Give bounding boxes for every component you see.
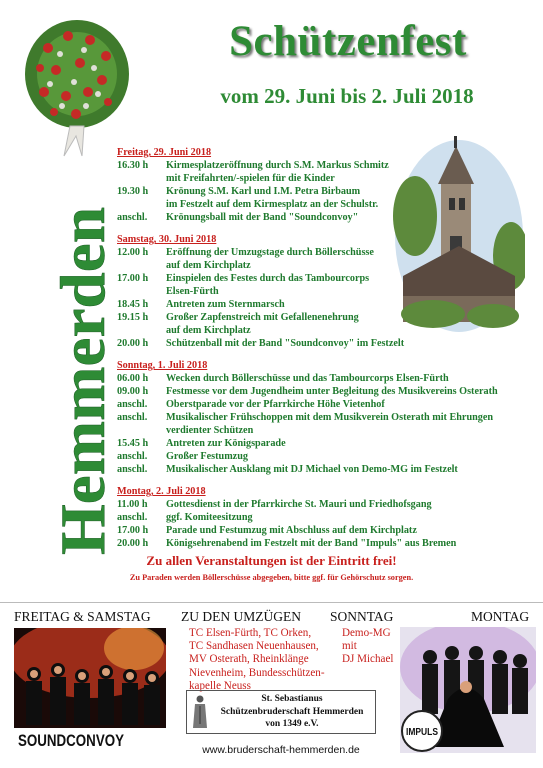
event-time: 17.00 h (117, 273, 149, 284)
schedule-event (117, 211, 537, 224)
group-line: MV Osterath, Rheinklänge (189, 653, 309, 666)
sunday-dj (342, 627, 402, 667)
event-time: anschl. (117, 212, 148, 223)
website-url: www.bruderschaft-hemmerden.de (202, 744, 360, 756)
emblem-line-2: Schützenbruderschaft Hemmerden (220, 706, 364, 717)
schedule-event (117, 246, 537, 272)
event-time: 20.00 h (117, 338, 149, 349)
soundconvoy-logo-text: SOUNDCONVOY (18, 731, 125, 750)
event-time: anschl. (117, 451, 148, 462)
event-description (166, 385, 537, 398)
brotherhood-emblem (186, 690, 376, 734)
event-description (166, 185, 537, 211)
day-heading: Sonntag, 1. Juli 2018 (117, 360, 208, 371)
event-line: Einspielen des Festes durch das Tambourcorps (166, 273, 370, 284)
schedule-day (117, 233, 537, 350)
event-description (166, 372, 537, 385)
event-description (166, 311, 537, 337)
group-line: kapelle Neuss (189, 679, 251, 692)
impuls-band-photo (400, 627, 536, 753)
event-line: Parade und Festumzug mit Abschluss auf dem Kirchplatz (166, 525, 417, 536)
schedule-event (117, 272, 537, 298)
schedule-event (117, 537, 537, 550)
sunday-line: mit (342, 640, 357, 653)
event-description (166, 298, 537, 311)
event-line: Kirmesplatzeröffnung durch S.M. Markus Schmitz (166, 160, 389, 171)
schedule-event (117, 498, 537, 511)
event-line: Antreten zum Sternmarsch (166, 299, 285, 310)
event-time: 18.45 h (117, 299, 149, 310)
sunday-line: DJ Michael (342, 653, 394, 666)
schedule-day (117, 485, 537, 550)
event-description (166, 411, 537, 437)
event-line: Königsehrenabend im Festzelt mit der Band "Impuls" aus Bremen (166, 538, 457, 549)
event-time: 11.00 h (117, 499, 148, 510)
event-line: Großer Zapfenstreich mit Gefallenenehrung (166, 312, 359, 323)
event-time: 16.30 h (117, 160, 149, 171)
schedule-event (117, 450, 537, 463)
event-description (166, 337, 537, 350)
impuls-logo-text: IMPULS (406, 727, 439, 738)
event-description (166, 524, 537, 537)
event-line: Antreten zur Königsparade (166, 438, 286, 449)
event-description (166, 211, 537, 224)
hearing-protection-note: Zu Paraden werden Böllerschüsse abgegeben, bitte ggf. für Gehörschutz sorgen. (129, 573, 414, 582)
schedule-event (117, 159, 537, 185)
event-time: 06.00 h (117, 373, 149, 384)
emblem-line-3: von 1349 e.V. (265, 719, 319, 729)
event-line: Krönungsball mit der Band "Soundconvoy" (166, 212, 359, 223)
event-line: Elsen-Fürth (166, 286, 219, 297)
event-description (166, 511, 537, 524)
schedule-event (117, 298, 537, 311)
event-line: auf dem Kirchplatz (166, 260, 251, 271)
schedule-event (117, 398, 537, 411)
wreath-image (18, 8, 136, 158)
event-description (166, 498, 537, 511)
group-line: TC Sandhasen Neuenhausen, (189, 640, 319, 653)
label-monday: MONTAG (471, 609, 530, 624)
event-line: verdienter Schützen (166, 425, 254, 436)
event-line: Musikalischer Frühschoppen mit dem Musikverein Osterath mit Ehrungen (166, 412, 494, 423)
day-heading: Montag, 2. Juli 2018 (117, 486, 206, 497)
event-line: Festmesse vor dem Jugendheim unter Begleitung des Musikvereins Osterath (166, 386, 498, 397)
schedule-event (117, 511, 537, 524)
label-parades: ZU DEN UMZÜGEN (181, 609, 301, 624)
event-line: Wecken durch Böllerschüsse und das Tambourcorps Elsen-Fürth (166, 373, 449, 384)
event-time: 09.00 h (117, 386, 149, 397)
schedule-event (117, 411, 537, 437)
event-line: Großer Festumzug (166, 451, 248, 462)
event-time: anschl. (117, 412, 148, 423)
label-friday-saturday: FREITAG & SAMSTAG (14, 609, 151, 624)
event-time: 12.00 h (117, 247, 149, 258)
event-description (166, 159, 537, 185)
event-line: Gottesdienst in der Pfarrkirche St. Mauri und Friedhofsgang (166, 499, 432, 510)
vertical-town-name (16, 195, 126, 555)
schedule-event (117, 437, 537, 450)
schedule-event (117, 463, 537, 476)
event-time: 17.00 h (117, 525, 149, 536)
event-time: 15.45 h (117, 438, 149, 449)
parade-music-groups (189, 627, 329, 693)
event-time: 19.15 h (117, 312, 149, 323)
event-time: anschl. (117, 464, 148, 475)
event-time: 20.00 h (117, 538, 149, 549)
group-line: TC Elsen-Fürth, TC Orken, (189, 627, 312, 639)
event-time: anschl. (117, 399, 148, 410)
event-description (166, 463, 537, 476)
schedule-event (117, 385, 537, 398)
event-line: Schützenball mit der Band "Soundconvoy" im Festzelt (166, 338, 405, 349)
vertical-town-text: Hemmerden (47, 213, 118, 555)
free-entry-notice: Zu allen Veranstaltungen ist der Eintritt frei! (146, 553, 397, 568)
schedule-day (117, 359, 537, 476)
event-description (166, 437, 537, 450)
event-line: ggf. Komiteesitzung (166, 512, 253, 523)
event-description (166, 272, 537, 298)
emblem-line-1: St. Sebastianus (261, 694, 323, 704)
schedule-event (117, 372, 537, 385)
event-time: 19.30 h (117, 186, 149, 197)
page-title: Schützenfest (229, 18, 467, 65)
event-line: Krönung S.M. Karl und I.M. Petra Birbaum (166, 186, 361, 197)
schedule (117, 146, 537, 559)
event-time: anschl. (117, 512, 148, 523)
schedule-event (117, 311, 537, 337)
event-line: Oberstparade vor der Pfarrkirche Höhe Vietenhof (166, 399, 385, 410)
soundconvoy-band-photo (14, 628, 166, 752)
event-description (166, 450, 537, 463)
saint-figure-icon (191, 694, 209, 730)
event-description (166, 398, 537, 411)
event-description (166, 246, 537, 272)
schedule-event (117, 524, 537, 537)
schedule-event (117, 185, 537, 211)
day-heading: Freitag, 29. Juni 2018 (117, 147, 212, 158)
sunday-line: Demo-MG (342, 627, 391, 639)
schedule-day (117, 146, 537, 224)
event-description (166, 537, 537, 550)
event-line: Eröffnung der Umzugstage durch Böllerschüsse (166, 247, 374, 258)
event-line: mit Freifahrten/-spielen für die Kinder (166, 173, 335, 184)
event-line: Musikalischer Ausklang mit DJ Michael von Demo-MG im Festzelt (166, 464, 458, 475)
divider (0, 602, 543, 603)
page-subtitle: vom 29. Juni bis 2. Juli 2018 (220, 84, 474, 108)
event-line: auf dem Kirchplatz (166, 325, 251, 336)
event-line: im Festzelt auf dem Kirmesplatz an der Schulstr. (166, 199, 379, 210)
group-line: Nievenheim, Bundesschützen- (189, 666, 325, 679)
schedule-event (117, 337, 537, 350)
day-heading: Samstag, 30. Juni 2018 (117, 234, 217, 245)
label-sunday: SONNTAG (330, 609, 394, 624)
